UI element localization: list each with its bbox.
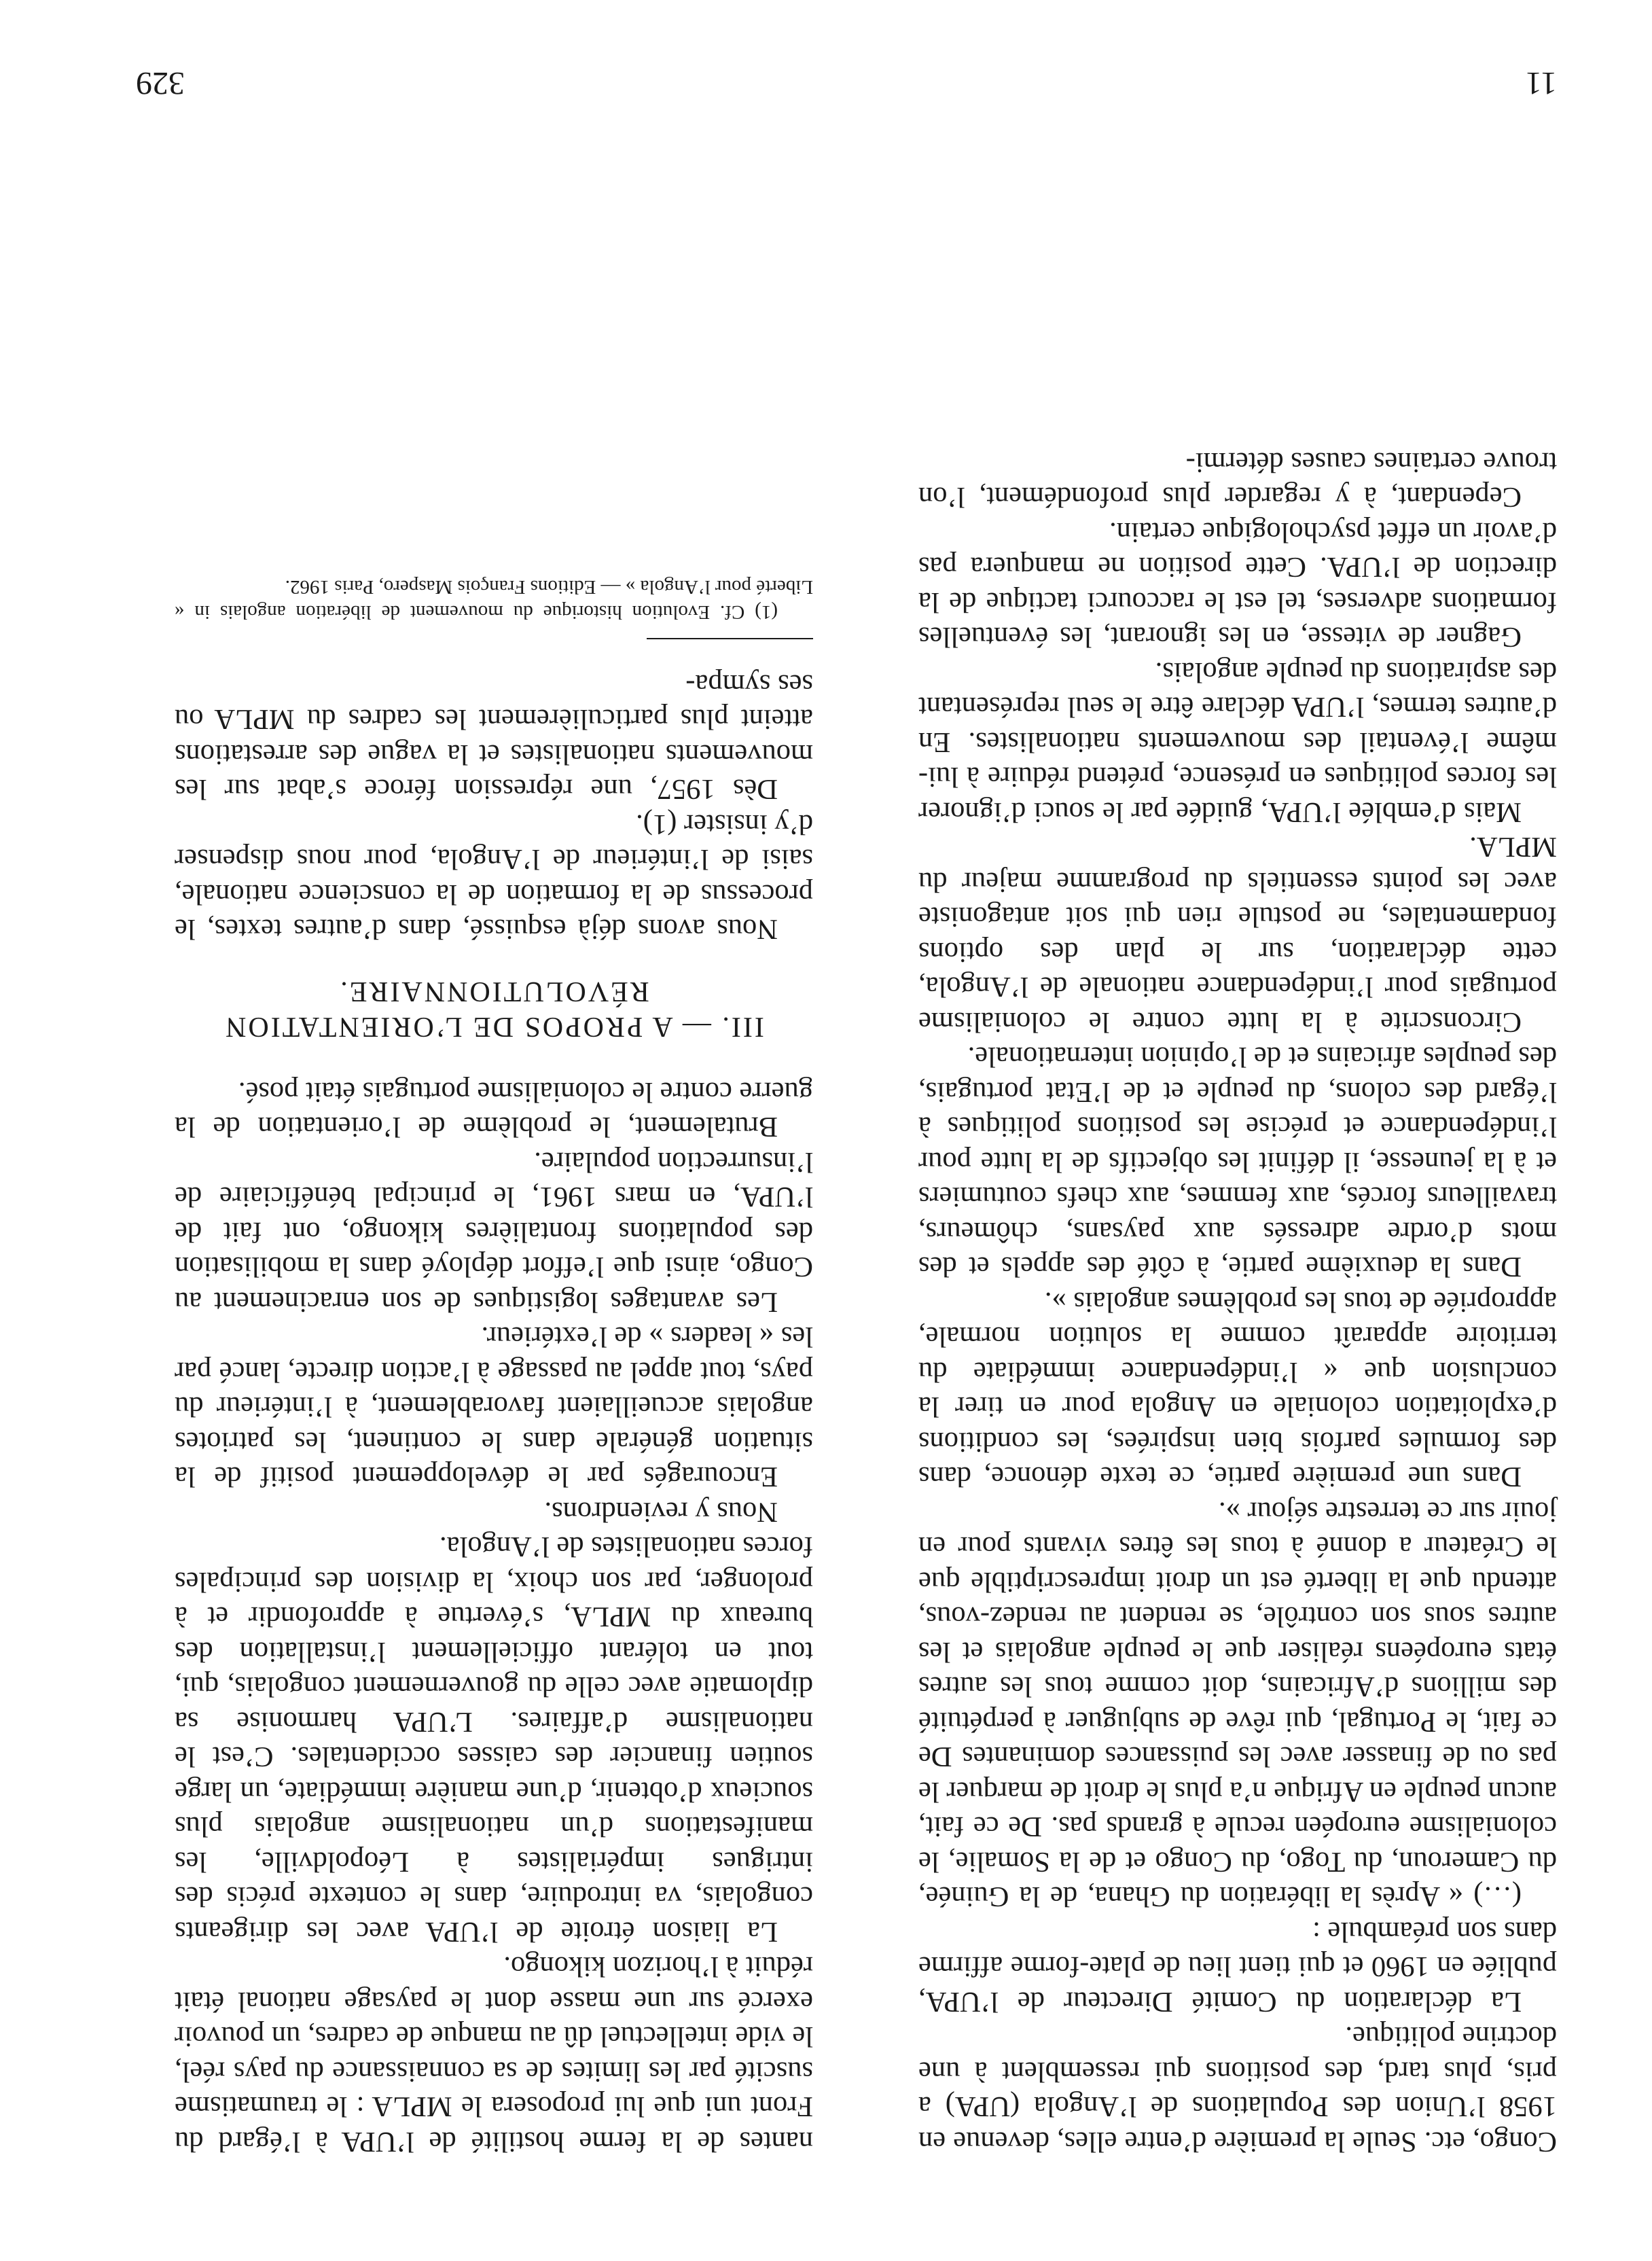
paragraph: Brutalement, le problème de l’orientation de la guerre contre le colonialisme portugais était posé. — [175, 1076, 813, 1143]
page-number-left: 11 — [1525, 65, 1557, 101]
paragraph: Cependant, à y regarder plus profondément, l’on trouve certaines causes détermi- — [918, 446, 1557, 514]
section-heading: III. — A PROPOS DE L’ORIENTATION RÉVOLUTIONNAIRE. — [223, 976, 764, 1043]
page-number-right: 329 — [136, 65, 185, 101]
paragraph: Dès 1957, une répression féroce s’abat sur les mouvements nationalistes et la vague des arrestations atteint plus particulièrement les cadres du MPLA ou ses sympa- — [175, 669, 813, 806]
footnote: (1) Cf. Evolution historique du mouvement de libération angolais in « Liberté pour l’Angola » — Editions François Maspero, Paris 1962. — [175, 576, 813, 624]
paragraph: Dans la deuxième partie, à côté des appels et des mots d’ordre adressés aux paysans, chômeurs, travailleurs forcés, aux femmes, aux chefs coutumiers et à la jeunesse, il définit les objectifs de la lutte pour l’indépendance et précise les positions politiques à l’égard des colons, du peuple et de l’Etat portugais, des peuples africains et de l’opinion internationale. — [918, 1041, 1557, 1283]
left-column — [918, 445, 1557, 2160]
quoted-paragraph: (…) « Après la libération du Ghana, de la Guinée, du Cameroun, du Togo, du Congo et de la Somalie, le colonialisme européen recule à grands pas. De ce fait, aucun peuple en Afrique n’a plus le droit de marquer le pas ou de finasser avec les puissances dominantes De ce fait, le Portugal, qui rêve de subjuguer à perpétuité des millions d’Africains, doit comme tous les autres états européens réaliser que le peuple angolais et les autres sous son contrôle, se rendent au rendez-vous, attendu que la liberté est un droit imprescriptible que le Créateur a donné à tous les êtres vivants pour en jouir sur ce terrestre séjour ». — [918, 1496, 1557, 1913]
paragraph: Dans une première partie, ce texte dénonce, dans des formules parfois bien inspirées, les conditions d’exploitation coloniale en Angola pour en tirer la conclusion que « l’indépendance immédiate du territoire apparaît comme la solution normale, appropriée de tous les problèmes angolais ». — [918, 1286, 1557, 1493]
paragraph: Encouragés par le développement positif de la situation générale dans le continent, les patriotes angolais accueillaient favorablement, à l’intérieur du pays, tout appel au passage à l’action directe, lancé par les « leaders » de l’extérieur. — [175, 1321, 813, 1493]
paragraph: Gagner de vitesse, en les ignorant, les éventuelles formations adverses, tel est le raccourci tactique de la direction de l’UPA. Cette position ne manquera pas d’avoir un effet psychologique certain. — [918, 516, 1557, 654]
footnote-divider — [647, 639, 813, 640]
paragraph: Congo, etc. Seule la première d’entre elles, devenue en 1958 l’Union des Populations de l’Angola (UPA) a pris, plus tard, des positions qui ressemblent à une doctrine politique. — [918, 2020, 1557, 2158]
paragraph: nantes de la ferme hostilité de l’UPA à l’égard du Front uni que lui proposera le MPLA : le traumatisme suscité par les limites de sa connaissance du pays réel, le vide intellectuel dû au manque de cadres, un pouvoir exercé sur une masse dont le paysage national était réduit à l’horizon kikongo. — [175, 1951, 813, 2158]
paragraph: Les avantages logistiques de son enracinement au Congo, ainsi que l’effort déployé dans la mobilisation des populations frontalières kikongo, ont fait de l’UPA, en mars 1961, le principal bénéficiaire de l’insurrection populaire. — [175, 1146, 813, 1318]
right-column — [175, 575, 813, 2160]
paragraph: La déclaration du Comité Directeur de l’UPA, publiée en 1960 et qui tient lieu de plate-forme affirme dans son préambule : — [918, 1916, 1557, 2018]
paragraph: Nous avons déjà esquissé, dans d’autres textes, le processus de la formation de la conscience nationale, saisi de l’intérieur de l’Angola, pour nous dispenser d’y insister (1). — [175, 808, 813, 946]
paragraph: Nous y reviendrons. — [544, 1496, 778, 1528]
paragraph: Circonscrite à la lutte contre le colonialisme portugais pour l’indépendance nationale de l’Angola, cette déclaration, sur le plan des options fondamentales, ne postule rien qui soit antagoniste avec les points essentiels du programme majeur du MPLA. — [918, 831, 1557, 1038]
paragraph: Mais d’emblée l’UPA, guidée par le souci d’ignorer les forces politiques en présence, prétend réduire à lui-même l’éventail des mouvements nationalistes. En d’autres termes, l’UPA déclare être le seul représentant des aspirations du peuple angolais. — [918, 656, 1557, 828]
paragraph: La liaison étroite de l’UPA avec les dirigeants congolais, va introduire, dans le contexte précis des intrigues impérialistes à Léopoldville, les manifestations d’un nationalisme angolais plus soucieux d’obtenir, d’une manière immédiate, un large soutien financier des caisses occidentales. C’est le nationalisme d’affaires. L’UPA harmonise sa diplomatie avec celle du gouvernement congolais, qui, tout en tolérant officiellement l’installation des bureaux du MPLA, s’évertue à approfondir et à prolonger, par son choix, la division des principales forces nationalistes de l’Angola. — [175, 1531, 813, 1948]
